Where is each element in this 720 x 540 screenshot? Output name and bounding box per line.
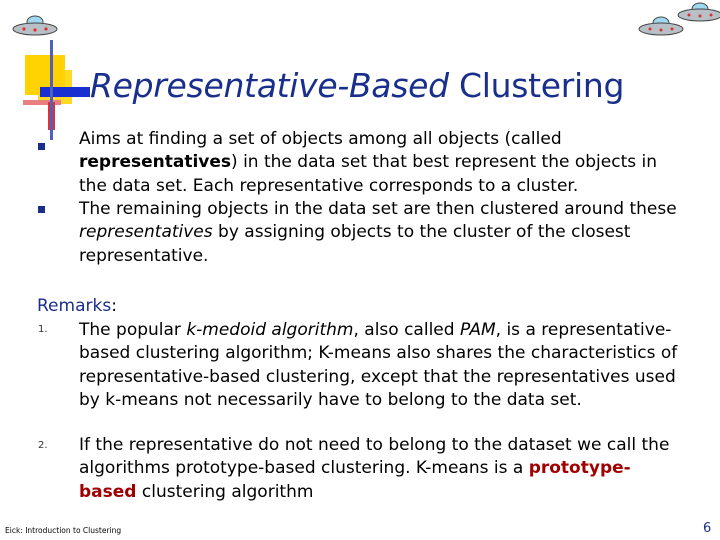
bullet-2-pre: The remaining objects in the data set are then clustered around these	[79, 199, 677, 219]
remarks-label: Remarks	[37, 296, 112, 316]
bullet-text-2	[79, 198, 679, 268]
remark-text-1	[79, 319, 679, 413]
slide-title-italic: Representative-Based	[90, 66, 449, 105]
remarks-colon: :	[111, 296, 117, 316]
ufo-icon	[636, 14, 686, 40]
remark-number: 1.	[38, 324, 48, 335]
slide-footer: Eick: Introduction to Clustering	[5, 526, 122, 535]
bullet-2-post: by assigning objects to the cluster of the closest representative.	[79, 222, 631, 266]
bullet-1-pre: Aims at finding a set of objects among all objects (called	[79, 129, 562, 149]
remark-2-t2: clustering algorithm	[136, 481, 314, 502]
bullet-marker	[38, 206, 45, 213]
remark-1-italic-1: k-medoid algorithm	[186, 320, 354, 340]
remark-2-highlight: prototype-based	[79, 458, 631, 502]
remark-1-italic-2: PAM	[459, 320, 496, 340]
remarks-heading	[37, 295, 117, 318]
slide-title	[90, 66, 624, 105]
bullet-text-1	[79, 128, 679, 198]
bullet-marker	[38, 143, 45, 150]
page-number: 6	[703, 521, 712, 536]
remark-number: 2.	[38, 440, 48, 451]
remark-1-t1: The popular	[79, 320, 187, 340]
remark-text-2	[79, 434, 679, 504]
remark-1-t2: , also called	[353, 320, 460, 340]
bullet-1-post: ) in the data set that best represent the objects in the data set. Each representative corresponds to a cluster.	[79, 152, 658, 196]
ufo-icon	[10, 12, 60, 42]
bullet-2-italic: representatives	[79, 222, 213, 243]
bullet-1-bold: representatives	[79, 152, 232, 173]
remark-2-t1: If the representative do not need to belong to the dataset we call the algorithms prototype-based clustering. K-means is a	[79, 435, 670, 479]
slide-title-rest: Clustering	[448, 66, 625, 105]
remark-1-t3: , is a representative-based clustering algorithm; K-means also shares the characteristics of representative-based clustering, except that the representatives used by k-means not necessarily have to belong to the data set.	[79, 320, 678, 411]
